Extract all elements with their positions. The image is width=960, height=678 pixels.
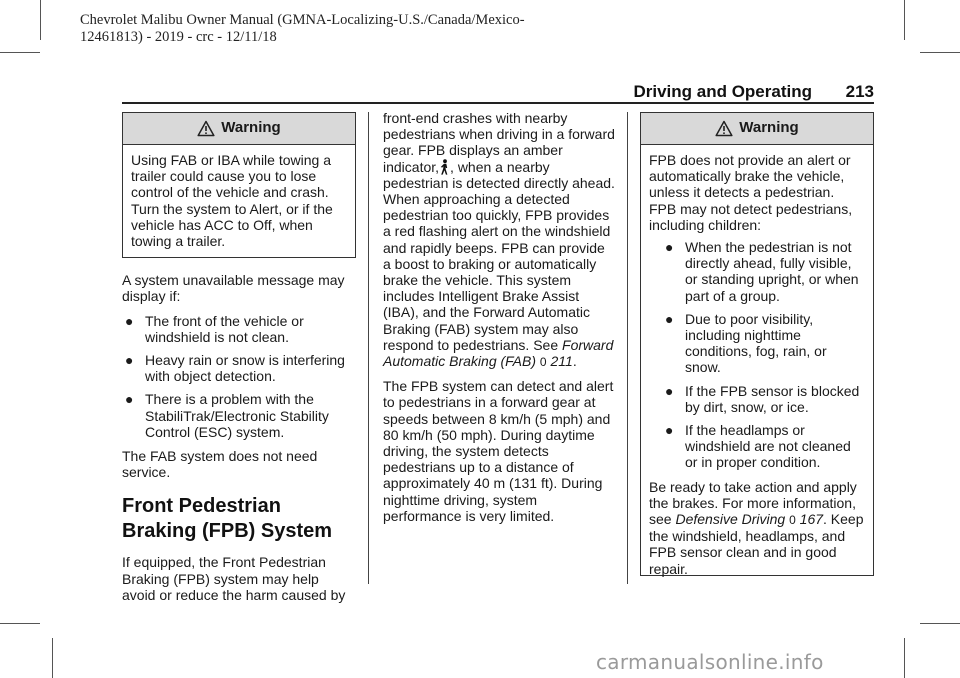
crop-mark xyxy=(52,638,53,678)
pedestrian-icon xyxy=(439,159,450,175)
warning-triangle-icon xyxy=(715,120,733,137)
page-header xyxy=(122,82,874,104)
warning-box xyxy=(640,112,874,576)
document-header-line2: 12461813) - 2019 - crc - 12/11/18 xyxy=(80,29,277,45)
warning-title: Warning xyxy=(221,119,281,137)
warning-triangle-icon xyxy=(197,120,215,137)
cross-reference-link[interactable]: Forward Automatic Braking (FAB) xyxy=(383,336,614,370)
paragraph-text: front-end crashes with nearby pedestrians when driving in a forward gear. FPB displays an amber indicator, xyxy=(383,110,615,175)
paragraph-text: Be ready to take action and apply the brakes. For more information, see xyxy=(649,478,857,528)
crop-mark xyxy=(920,623,960,624)
bullet: ● xyxy=(665,422,674,439)
warning-body xyxy=(123,145,355,257)
bullet-list xyxy=(649,239,865,471)
paragraph-text: . Keep the windshield, headlamps, and FPB sensor clean and in good repair. xyxy=(649,511,864,577)
column-left xyxy=(122,112,356,611)
list-item xyxy=(122,391,356,440)
page-reference[interactable]: 211 xyxy=(550,353,573,370)
warning-title: Warning xyxy=(739,119,799,137)
bullet: ● xyxy=(665,382,674,399)
section-title: Driving and Operating xyxy=(633,82,812,101)
crop-mark xyxy=(40,0,41,40)
page-reference[interactable]: 167 xyxy=(799,511,824,528)
document-header-line1: Chevrolet Malibu Owner Manual (GMNA-Localizing-U.S./Canada/Mexico- xyxy=(80,12,525,28)
bullet: ● xyxy=(125,312,134,329)
paragraph-text: . xyxy=(572,353,577,370)
crop-mark xyxy=(0,623,40,624)
bullet: ● xyxy=(125,391,134,408)
bullet: ● xyxy=(665,310,674,327)
list-item xyxy=(122,352,356,384)
list-item xyxy=(649,239,865,304)
list-item xyxy=(649,422,865,471)
paragraph: A system unavailable message may display if: xyxy=(122,272,345,305)
crop-mark xyxy=(904,638,905,678)
crop-mark xyxy=(0,52,40,53)
bullet-list xyxy=(122,313,356,440)
list-item-text: There is a problem with the StabiliTrak/Electronic Stability Control (ESC) system. xyxy=(145,391,329,440)
list-item xyxy=(649,383,865,415)
paragraph: The FAB system does not need service. xyxy=(122,448,318,481)
warning-header xyxy=(123,113,355,145)
list-item xyxy=(649,311,865,376)
column-divider xyxy=(368,112,369,584)
list-item xyxy=(122,313,356,345)
warning-header xyxy=(641,113,873,145)
paragraph-text: , when a nearby pedestrian is detected directly ahead. When approaching a detected pedestrian too quickly, FPB provides a red flashing alert on the windshield and rapidly beeps. FPB can provide a boost to braking or automatically brake the vehicle. This system includes Intelligent Brake Assist (IBA), and the Forward Automatic Braking (FAB) system may also respond to pedestrians. See xyxy=(383,158,615,353)
list-item-text: When the pedestrian is not directly ahead, fully visible, or standing upright, or when part of a group. xyxy=(685,239,859,304)
page-number: 213 xyxy=(845,82,874,101)
page-ref-arrow: 0 xyxy=(789,513,796,528)
paragraph: If equipped, the Front Pedestrian Braking (FPB) system may help avoid or reduce the harm caused by xyxy=(122,554,346,603)
warning-closing xyxy=(649,479,865,577)
list-item-text: Heavy rain or snow is interfering with object detection. xyxy=(145,352,345,385)
list-item-text: The front of the vehicle or windshield is not clean. xyxy=(145,312,304,345)
warning-text: FPB does not provide an alert or automatically brake the vehicle, unless it detects a pedestrian. FPB may not detect pedestrians, including children: xyxy=(649,152,853,233)
list-item-text: If the FPB sensor is blocked by dirt, snow, or ice. xyxy=(685,382,860,415)
warning-box xyxy=(122,112,356,258)
warning-text: Using FAB or IBA while towing a trailer could cause you to lose control of the vehicle and crash. Turn the system to Alert, or if the vehicle has ACC to Off, when towing a trailer. xyxy=(131,152,333,250)
column-middle xyxy=(383,110,615,532)
warning-body xyxy=(641,145,873,585)
crop-mark xyxy=(920,52,960,53)
list-item-text: Due to poor visibility, including nighttime conditions, fog, rain, or snow. xyxy=(685,310,827,376)
cross-reference-link[interactable]: Defensive Driving xyxy=(675,511,786,528)
column-right xyxy=(640,112,874,590)
watermark: carmanualsonline.info xyxy=(596,650,824,674)
paragraph: The FPB system can detect and alert to pedestrians in a forward gear at speeds between 8 km/h (5 mph) and 80 km/h (50 mph). During daytime driving, the system detects pedestrians up to a distance of approximately 40 m (131 ft). During nighttime driving, system performance is very limited. xyxy=(383,378,614,524)
list-item-text: If the headlamps or windshield are not cleaned or in proper condition. xyxy=(685,422,851,471)
crop-mark xyxy=(904,0,905,40)
bullet: ● xyxy=(665,239,674,256)
column-divider xyxy=(627,112,628,584)
paragraph xyxy=(383,110,615,370)
document-header xyxy=(80,12,600,46)
section-heading: Front Pedestrian Braking (FPB) System xyxy=(122,495,333,543)
bullet: ● xyxy=(125,352,134,369)
page-ref-arrow: 0 xyxy=(539,355,547,370)
